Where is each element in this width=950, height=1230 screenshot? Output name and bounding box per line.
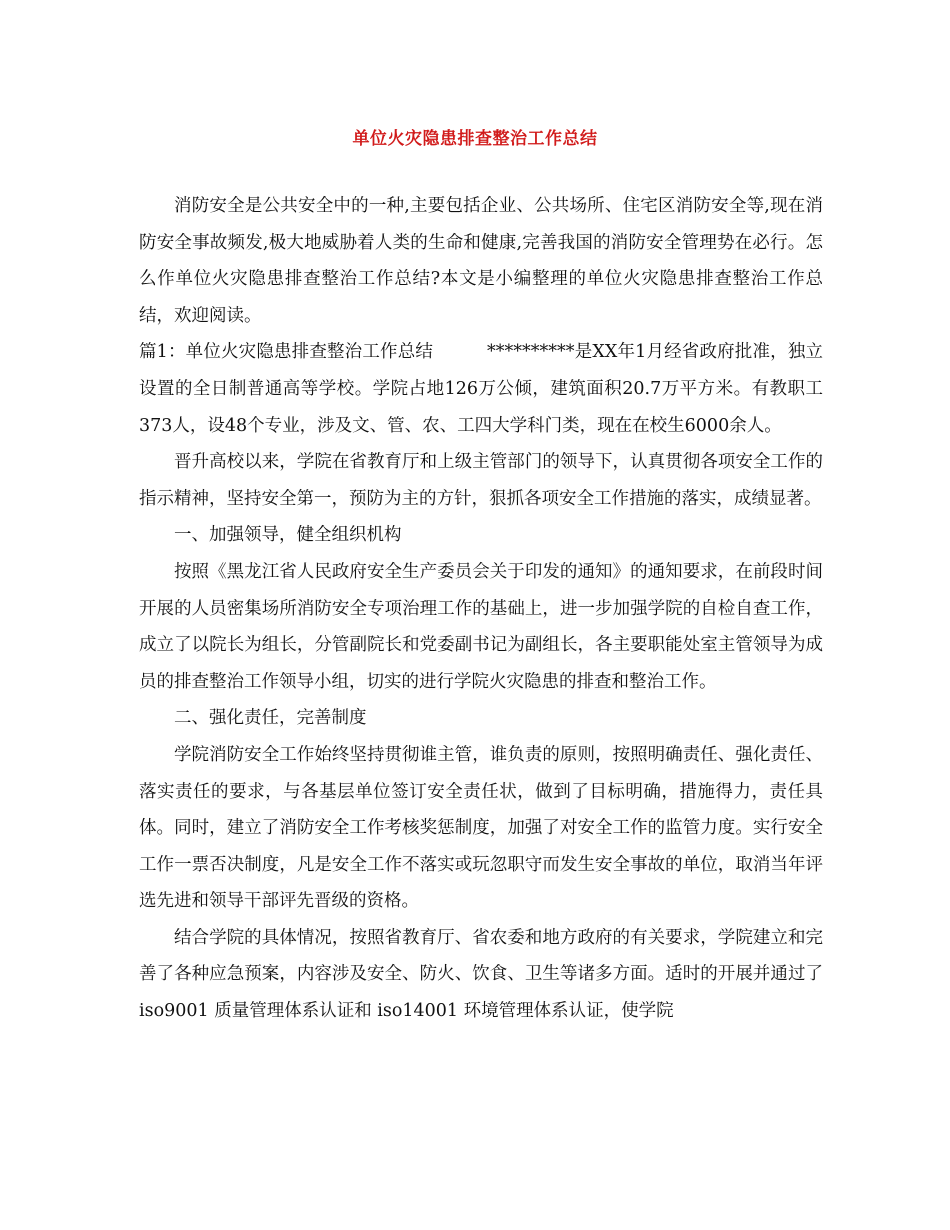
document-title: 单位火灾隐患排查整治工作总结: [352, 129, 598, 149]
document-body: [139, 188, 823, 1030]
paragraph-4: 结合学院的具体情况，按照省教育厅、省农委和地方政府的有关要求，学院建立和完善了各种应急预案，内容涉及安全、防火、饮食、卫生等诸多方面。适时的开展并通过了 iso9001 质量管理体系认证和 iso14001 环境管理体系认证，使学院: [139, 927, 823, 1022]
paragraph-1: 晋升高校以来，学院在省教育厅和上级主管部门的领导下，认真贯彻各项安全工作的指示精神，坚持安全第一，预防为主的方针，狠抓各项安全工作措施的落实，成绩显著。: [139, 452, 823, 509]
chapter-label: 篇1：单位火灾隐患排查整治工作总结: [139, 342, 434, 363]
chapter-body: **********是XX年1月经省政府批准，独立设置的全日制普通高等学校。学院占地126万公倾，建筑面积20.7万平方米。有教职工373人，设48个专业，涉及文、管、农、工四大学科门类，现在在校生6000余人。: [139, 342, 823, 436]
section-heading-2: 二、强化责任，完善制度: [174, 708, 367, 729]
paragraph-2: 按照《黑龙江省人民政府安全生产委员会关于印发的通知》的通知要求，在前段时间开展的人员密集场所消防安全专项治理工作的基础上，进一步加强学院的自检自查工作，成立了以院长为组长，分管副院长和党委副书记为副组长，各主要职能处室主管领导为成员的排查整治工作领导小组，切实的进行学院火灾隐患的排查和整治工作。: [139, 561, 823, 692]
paragraph-3: 学院消防安全工作始终坚持贯彻谁主管，谁负责的原则，按照明确责任、强化责任、落实责任的要求，与各基层单位签订安全责任状，做到了目标明确，措施得力，责任具体。同时，建立了消防安全工作考核奖惩制度，加强了对安全工作的监管力度。实行安全工作一票否决制度，凡是安全工作不落实或玩忽职守而发生安全事故的单位，取消当年评选先进和领导干部评先晋级的资格。: [139, 744, 823, 912]
intro-paragraph: 消防安全是公共安全中的一种,主要包括企业、公共场所、住宅区消防安全等,现在消防安全事故频发,极大地威胁着人类的生命和健康,完善我国的消防安全管理势在必行。怎么作单位火灾隐患排查整治工作总结?本文是小编整理的单位火灾隐患排查整治工作总结，欢迎阅读。: [139, 196, 823, 326]
section-heading-1: 一、加强领导，健全组织机构: [174, 525, 402, 546]
chapter-paragraph: [139, 334, 823, 444]
